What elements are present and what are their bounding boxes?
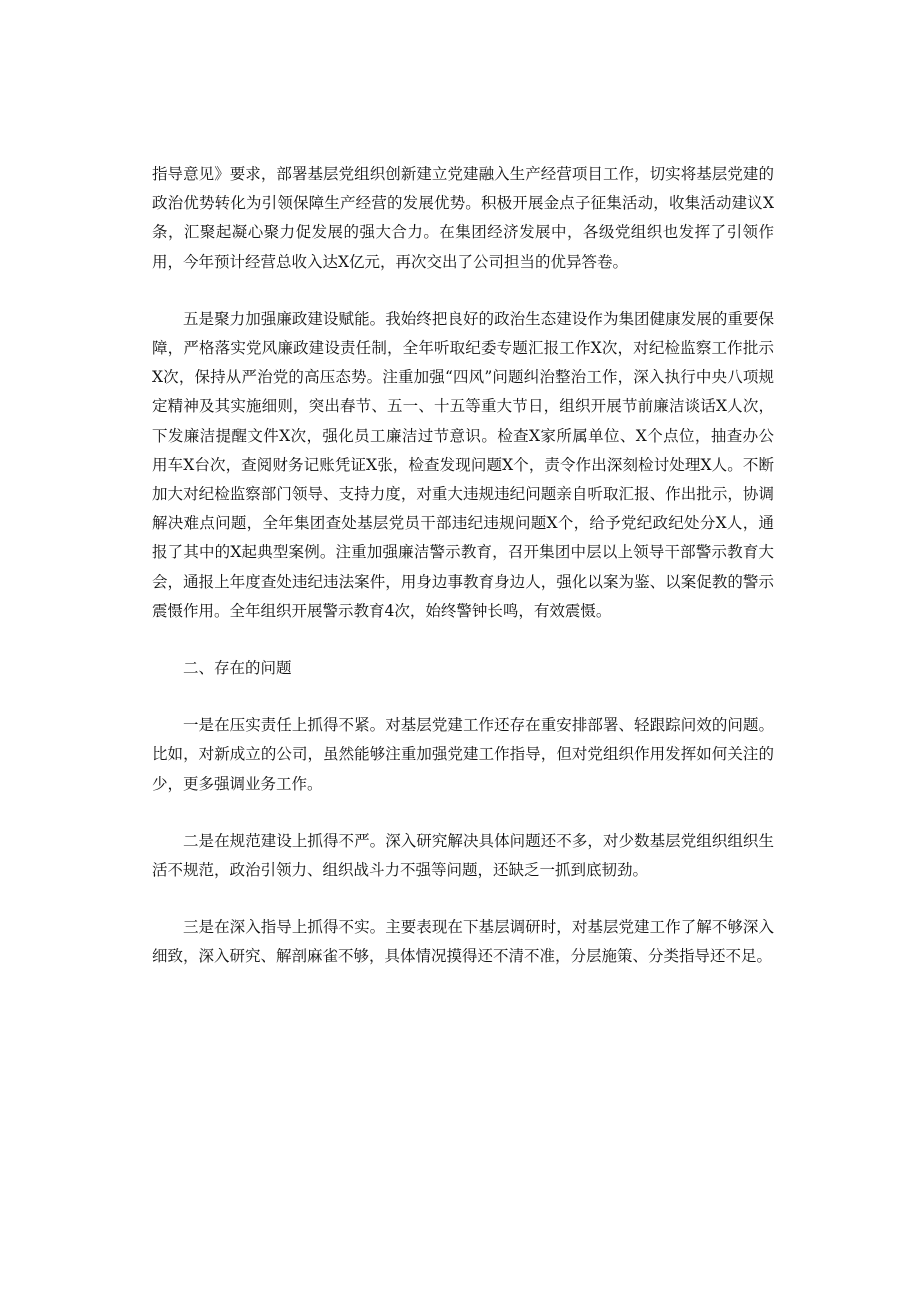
- paragraph-problem-three: 三是在深入指导上抓得不实。主要表现在下基层调研时，对基层党建工作了解不够深入细致，深入研究、解剖麻雀不够，具体情况摸得还不清不准，分层施策、分类指导还不足。: [152, 918, 774, 966]
- paragraph-problem-one: 一是在压实责任上抓得不紧。对基层党建工作还存在重安排部署、轻跟踪问效的问题。比如，对新成立的公司，虽然能够注重加强党建工作指导，但对党组织作用发挥如何关注的少，更多强调业务工作。: [152, 716, 774, 793]
- paragraph-clean-governance: 五是聚力加强廉政建设赋能。我始终把良好的政治生态建设作为集团健康发展的重要保障，严格落实党风廉政建设责任制，全年听取纪委专题汇报工作X次，对纪检监察工作批示X次，保持从严治党的高压态势。注重加强“四风”问题纠治整治工作，深入执行中央八项规定精神及其实施细则，突出春节、五一、十五等重大节日，组织开展节前廉洁谈话X人次，下发廉洁提醒文件X次，强化员工廉洁过节意识。检查X家所属单位、X个点位，抽查办公用车X台次，查阅财务记账凭证X张，检查发现问题X个，责令作出深刻检讨处理X人。不断加大对纪检监察部门领导、支持力度，对重大违规违纪问题亲自听取汇报、作出批示，协调解决难点问题，全年集团查处基层党员干部违纪违规问题X个，给予党纪政纪处分X人，通报了其中的X起典型案例。注重加强廉洁警示教育，召开集团中层以上领导干部警示教育大会，通报上年度查处违纪违法案件，用身边事教育身边人，强化以案为鉴、以案促教的警示震慑作用。全年组织开展警示教育4次，始终警钟长鸣，有效震慑。: [152, 309, 774, 620]
- paragraph-continuation: 指导意见》要求，部署基层党组织创新建立党建融入生产经营项目工作，切实将基层党建的政治优势转化为引领保障生产经营的发展优势。积极开展金点子征集活动，收集活动建议X条，汇聚起凝心聚力促发展的强大合力。在集团经济发展中，各级党组织也发挥了引领作用，今年预计经营总收入达X亿元，再次交出了公司担当的优异答卷。: [152, 165, 774, 271]
- section-heading-problems: 二、存在的问题: [183, 659, 292, 678]
- document-body: [152, 160, 774, 1000]
- paragraph-problem-two: 二是在规范建设上抓得不严。深入研究解决具体问题还不多，对少数基层党组织组织生活不规范，政治引领力、组织战斗力不强等问题，还缺乏一抓到底韧劲。: [152, 831, 774, 880]
